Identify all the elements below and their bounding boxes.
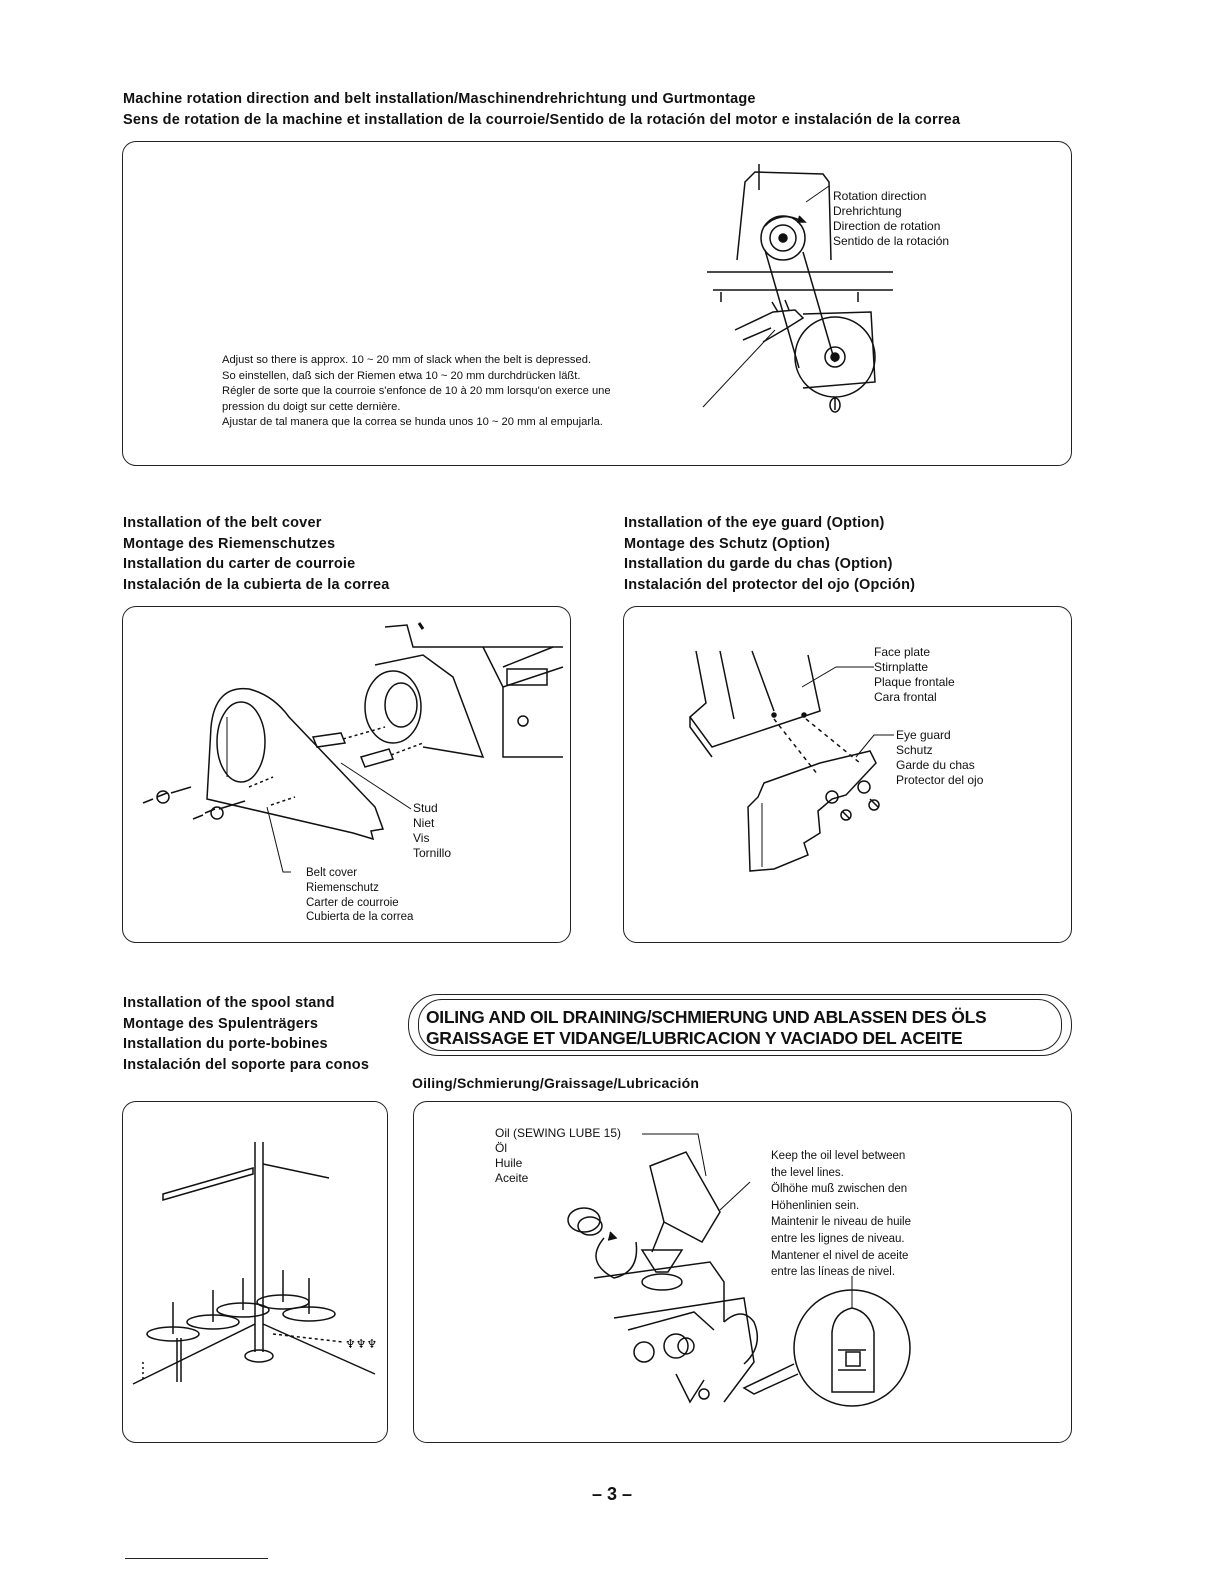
face-plate-label-es: Cara frontal <box>874 690 937 704</box>
belt-cover-label-en: Belt cover <box>306 867 358 879</box>
rotation-label-en: Rotation direction <box>833 189 927 203</box>
oil-level-note-4: Höhenlinien sein. <box>771 1199 860 1212</box>
slack-note-fr-2: pression du doigt sur cette dernière. <box>222 400 401 413</box>
stud-label <box>413 801 451 861</box>
footer-rule <box>125 1558 268 1559</box>
belt-cover-title-fr: Installation du carter de courroie <box>123 556 356 572</box>
belt-cover-label-fr: Carter de courroie <box>306 896 399 909</box>
spool-stand-title <box>123 993 369 1075</box>
eye-guard-label-fr: Garde du chas <box>896 758 975 772</box>
eye-guard-label-en: Eye guard <box>896 728 951 742</box>
belt-cover-label-de: Riemenschutz <box>306 881 379 894</box>
eye-guard-label-es: Protector del ojo <box>896 773 984 787</box>
eye-guard-label <box>896 728 983 788</box>
oiling-banner-line-1: OILING AND OIL DRAINING/SCHMIERUNG UND ABLASSEN DES ÖLS <box>426 1007 987 1027</box>
face-plate-label-en: Face plate <box>874 645 931 659</box>
spool-stand-title-en: Installation of the spool stand <box>123 995 335 1011</box>
stud-label-fr: Vis <box>413 831 430 845</box>
belt-cover-title-es: Instalación de la cubierta de la correa <box>123 576 390 593</box>
eye-guard-title <box>624 513 915 595</box>
slack-note-es: Ajustar de tal manera que la correa se hunda unos 10 ~ 20 mm al empujarla. <box>222 416 603 428</box>
spool-stand-figure-panel <box>122 1101 388 1443</box>
stud-label-en: Stud <box>413 801 438 815</box>
spool-stand-illustration <box>123 1102 389 1444</box>
oil-level-note-8: entre las líneas de nivel. <box>771 1266 896 1279</box>
eye-guard-title-es: Instalación del protector del ojo (Opción) <box>624 576 916 593</box>
belt-cover-title <box>123 513 390 595</box>
slack-note-fr-1: Régler de sorte que la courroie s'enfonce de 10 à 20 mm lorsqu'on exerce une <box>222 385 611 397</box>
face-plate-label-de: Stirnplatte <box>874 660 929 674</box>
face-plate-label <box>874 645 955 705</box>
eye-guard-title-de: Montage des Schutz (Option) <box>624 535 830 552</box>
screws-glyph: ♆♆♆ <box>345 1337 378 1351</box>
spool-stand-title-de: Montage des Spulenträgers <box>123 1015 319 1032</box>
oil-label-de: Öl <box>495 1141 507 1155</box>
rotation-label <box>833 189 949 249</box>
belt-cover-label-es: Cubierta de la correa <box>306 911 414 924</box>
oil-level-note-3: Ölhöhe muß zwischen den <box>771 1183 908 1196</box>
oil-level-note-5: Maintenir le niveau de huile <box>771 1216 912 1229</box>
rotation-label-fr: Direction de rotation <box>833 219 941 233</box>
oiling-banner <box>408 994 1072 1056</box>
oil-level-note-2: the level lines. <box>771 1166 844 1179</box>
slack-note-en: Adjust so there is approx. 10 ~ 20 mm of slack when the belt is depressed. <box>222 354 592 366</box>
eye-guard-title-fr: Installation du garde du chas (Option) <box>624 556 893 572</box>
oil-level-note <box>771 1148 911 1281</box>
stud-label-de: Niet <box>413 816 435 830</box>
belt-section-title-1: Machine rotation direction and belt installation/Maschinendrehrichtung und Gurtmontage <box>123 91 756 107</box>
oil-label-es: Aceite <box>495 1171 529 1185</box>
eye-guard-illustration <box>624 607 1073 944</box>
belt-cover-title-en: Installation of the belt cover <box>123 515 322 531</box>
oil-label <box>495 1126 621 1186</box>
oil-label-en: Oil (SEWING LUBE 15) <box>495 1126 622 1140</box>
belt-section-title-2: Sens de rotation de la machine et installation de la courroie/Sentido de la rotación del motor e instalación de la correa <box>123 112 961 128</box>
belt-slack-note <box>222 353 611 431</box>
oil-level-note-7: Mantener el nivel de aceite <box>771 1249 909 1262</box>
rotation-label-es: Sentido de la rotación <box>833 234 950 248</box>
belt-cover-label <box>306 866 413 925</box>
rotation-label-de: Drehrichtung <box>833 204 902 218</box>
oiling-banner-line-2: GRAISSAGE ET VIDANGE/LUBRICACION Y VACIADO DEL ACEITE <box>426 1028 963 1048</box>
face-plate-label-fr: Plaque frontale <box>874 675 955 689</box>
eye-guard-label-de: Schutz <box>896 743 933 757</box>
oil-label-fr: Huile <box>495 1156 523 1170</box>
eye-guard-figure-panel <box>623 606 1072 943</box>
spool-stand-title-es: Instalación del soporte para conos <box>123 1056 370 1073</box>
oil-level-note-6: entre les lignes de niveau. <box>771 1232 905 1245</box>
spool-stand-title-fr: Installation du porte-bobines <box>123 1036 328 1052</box>
oil-level-note-1: Keep the oil level between <box>771 1150 906 1162</box>
stud-label-es: Tornillo <box>413 846 452 860</box>
slack-note-de: So einstellen, daß sich der Riemen etwa 10 ~ 20 mm durchdrücken läßt. <box>222 369 581 382</box>
oiling-subtitle: Oiling/Schmierung/Graissage/Lubricación <box>412 1075 700 1091</box>
belt-cover-title-de: Montage des Riemenschutzes <box>123 535 336 552</box>
page-number: – 3 – <box>591 1484 633 1504</box>
eye-guard-title-en: Installation of the eye guard (Option) <box>624 515 885 531</box>
